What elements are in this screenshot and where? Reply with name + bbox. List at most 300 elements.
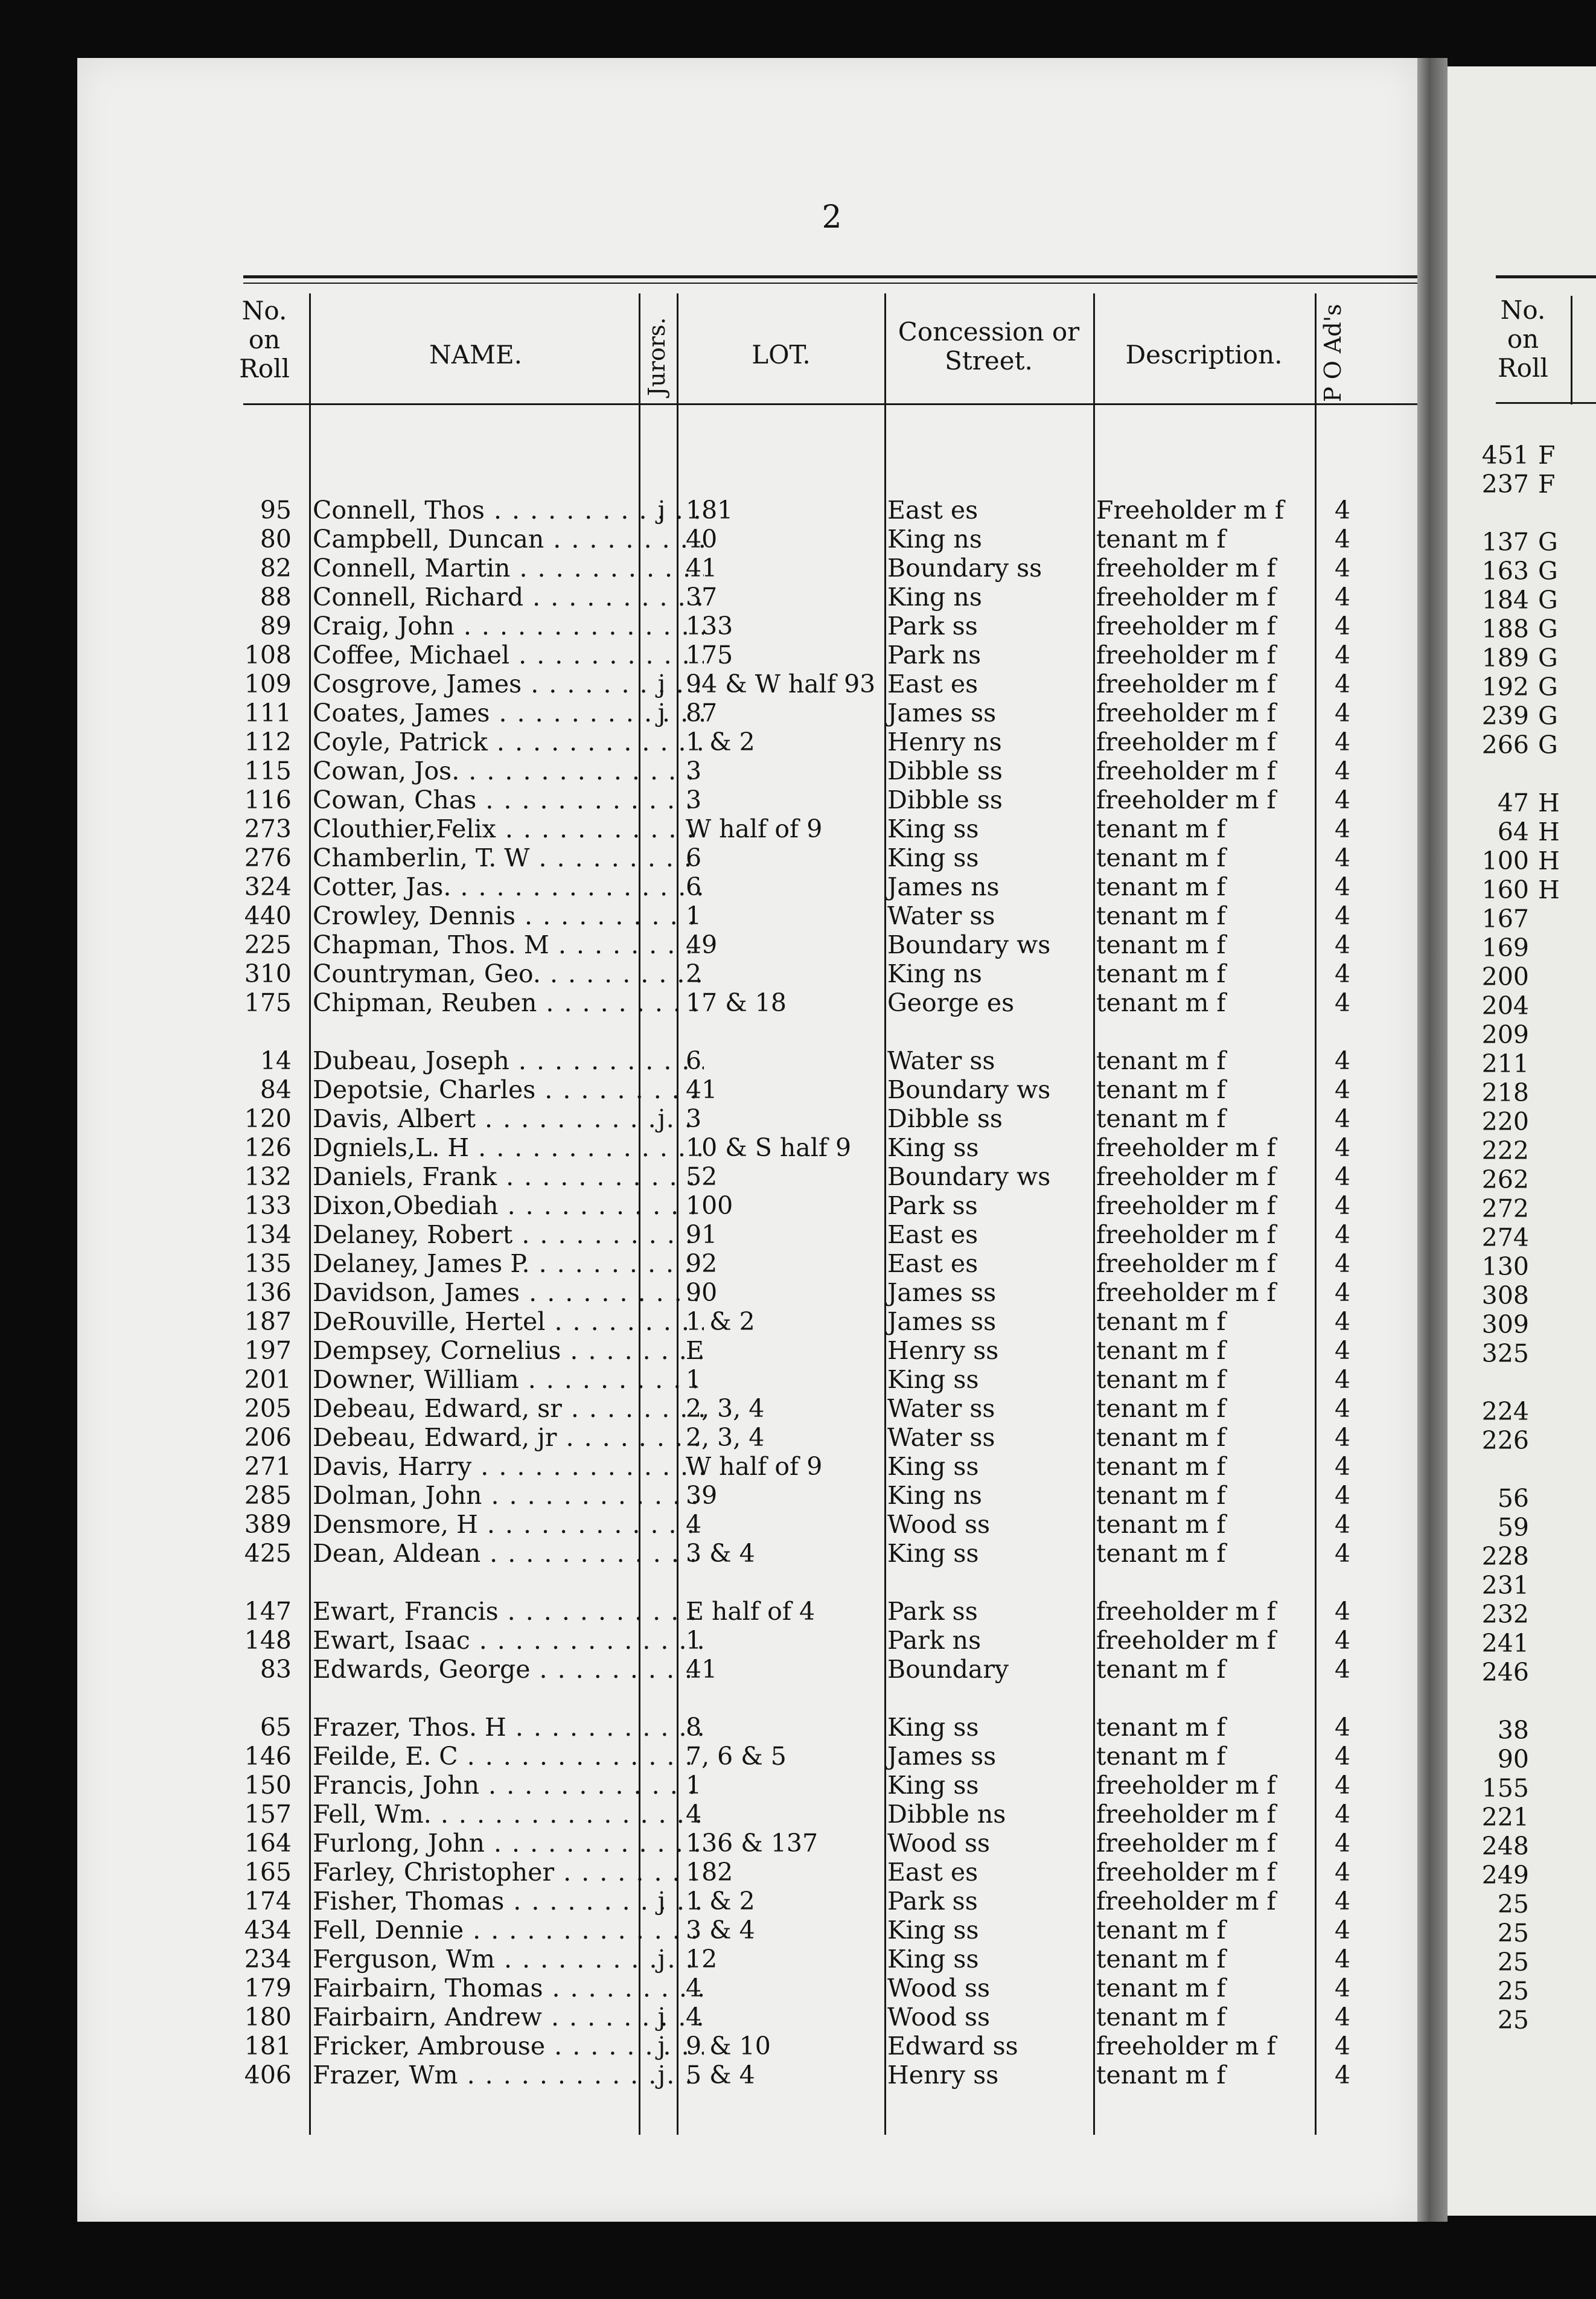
person-name: Chipman, Reuben . . . xyxy=(313,988,704,1017)
roll-number: 181 xyxy=(244,2032,292,2061)
po-address: 4 xyxy=(1334,554,1351,583)
lot-value: 6 xyxy=(686,843,702,872)
facing-name-initial: H xyxy=(1538,788,1560,817)
description: tenant m f xyxy=(1096,1452,1226,1481)
facing-roll-number: 231 xyxy=(1481,1571,1529,1600)
roll-number: 434 xyxy=(244,1916,292,1945)
table-row xyxy=(77,2003,1417,2032)
facing-roll-number: 451 xyxy=(1481,441,1529,470)
description: tenant m f xyxy=(1096,2061,1226,2090)
po-address: 4 xyxy=(1334,1916,1351,1945)
description: freeholder m f xyxy=(1096,1191,1276,1220)
concession-street: King ss xyxy=(887,1916,979,1945)
facing-roll-number: 232 xyxy=(1481,1600,1529,1629)
roll-number: 84 xyxy=(260,1075,292,1104)
header-text: on xyxy=(1507,324,1539,354)
roll-number: 197 xyxy=(244,1336,292,1365)
table-row xyxy=(77,1278,1417,1307)
po-address: 4 xyxy=(1334,1945,1351,1974)
roll-number: 175 xyxy=(244,988,292,1017)
table-row xyxy=(77,525,1417,554)
table-row xyxy=(77,1075,1417,1104)
roll-number: 285 xyxy=(244,1481,292,1510)
facing-roll-number: 38 xyxy=(1497,1716,1529,1745)
table-row xyxy=(77,1423,1417,1452)
roll-number: 136 xyxy=(244,1278,292,1307)
po-address: 4 xyxy=(1334,1713,1351,1742)
person-name: Dolman, John . . . xyxy=(313,1481,704,1510)
roll-number: 164 xyxy=(244,1829,292,1858)
roll-number: 14 xyxy=(260,1046,292,1075)
roll-number: 146 xyxy=(244,1742,292,1771)
person-name: Delaney, James P. . . . xyxy=(313,1249,704,1278)
facing-name-initial: G xyxy=(1538,673,1558,702)
concession-street: King ss xyxy=(887,1713,979,1742)
facing-roll-number: 221 xyxy=(1481,1803,1529,1832)
concession-street: Boundary ss xyxy=(887,554,1042,583)
concession-street: King ns xyxy=(887,1481,982,1510)
facing-name-initial: G xyxy=(1538,557,1558,586)
header-concession xyxy=(884,318,1093,376)
person-name: Downer, William . . . xyxy=(313,1365,704,1394)
concession-street: Park ss xyxy=(887,1191,978,1220)
description: tenant m f xyxy=(1096,1742,1226,1771)
lot-value: 4 xyxy=(686,1800,702,1829)
po-address: 4 xyxy=(1334,785,1351,814)
po-address: 4 xyxy=(1334,1771,1351,1800)
juror-mark: j xyxy=(657,670,666,699)
roll-number: 88 xyxy=(260,583,292,612)
po-address: 4 xyxy=(1334,612,1351,641)
person-name: Francis, John . . . xyxy=(313,1771,704,1800)
description: freeholder m f xyxy=(1096,785,1276,814)
facing-roll-number: 25 xyxy=(1497,1948,1529,1977)
description: tenant m f xyxy=(1096,1974,1226,2003)
facing-roll-number: 246 xyxy=(1481,1658,1529,1687)
po-address: 4 xyxy=(1334,1655,1351,1684)
person-name: Clouthier,Felix . . . xyxy=(313,814,704,843)
table-row xyxy=(77,1452,1417,1481)
concession-street: King ss xyxy=(887,1133,979,1162)
table-row xyxy=(77,1626,1417,1655)
lot-value: 39 xyxy=(686,1481,718,1510)
description: tenant m f xyxy=(1096,1916,1226,1945)
lot-value: 12 xyxy=(686,1945,718,1974)
lot-value: 1 xyxy=(686,901,702,930)
concession-street: Water ss xyxy=(887,1394,995,1423)
po-address: 4 xyxy=(1334,1133,1351,1162)
description: tenant m f xyxy=(1096,814,1226,843)
facing-top-rule xyxy=(1496,275,1596,278)
header-lot: LOT. xyxy=(752,340,811,369)
roll-number: 109 xyxy=(244,670,292,699)
concession-street: Boundary ws xyxy=(887,930,1051,959)
concession-street: Park ss xyxy=(887,1597,978,1626)
roll-number: 324 xyxy=(244,872,292,901)
description: tenant m f xyxy=(1096,843,1226,872)
lot-value: 49 xyxy=(686,930,718,959)
concession-street: Boundary xyxy=(887,1655,1009,1684)
concession-street: James ns xyxy=(887,872,1000,901)
table-row xyxy=(77,1336,1417,1365)
lot-value: 1 xyxy=(686,1626,702,1655)
lot-value: 1 xyxy=(686,1365,702,1394)
concession-street: Water ss xyxy=(887,901,995,930)
person-name: Dixon,Obediah . . . xyxy=(313,1191,704,1220)
lot-value: 8 xyxy=(686,1713,702,1742)
concession-street: East es xyxy=(887,1220,978,1249)
table-row xyxy=(77,1046,1417,1075)
description: tenant m f xyxy=(1096,901,1226,930)
lot-value: 94 & W half 93 xyxy=(686,670,876,699)
person-name: Edwards, George . . . xyxy=(313,1655,704,1684)
lot-value: 37 xyxy=(686,583,718,612)
po-address: 4 xyxy=(1334,1162,1351,1191)
roll-number: 83 xyxy=(260,1655,292,1684)
po-address: 4 xyxy=(1334,1191,1351,1220)
lot-value: 3 & 4 xyxy=(686,1916,755,1945)
roll-number: 80 xyxy=(260,525,292,554)
table-row xyxy=(77,496,1417,525)
po-address: 4 xyxy=(1334,1510,1351,1539)
table-row xyxy=(77,1713,1417,1742)
po-address: 4 xyxy=(1334,1220,1351,1249)
table-row xyxy=(77,1916,1417,1945)
concession-street: James ss xyxy=(887,1307,997,1336)
table-row xyxy=(77,756,1417,785)
description: freeholder m f xyxy=(1096,1597,1276,1626)
description: freeholder m f xyxy=(1096,1771,1276,1800)
lot-value: 41 xyxy=(686,1075,718,1104)
description: tenant m f xyxy=(1096,930,1226,959)
lot-value: 175 xyxy=(686,641,733,670)
roll-number: 135 xyxy=(244,1249,292,1278)
description: freeholder m f xyxy=(1096,1220,1276,1249)
po-address: 4 xyxy=(1334,843,1351,872)
person-name: Chapman, Thos. M . . . xyxy=(313,930,704,959)
facing-roll-number: 325 xyxy=(1481,1339,1529,1368)
facing-roll-number: 239 xyxy=(1481,702,1529,731)
concession-street: King ss xyxy=(887,1771,979,1800)
facing-roll-number: 167 xyxy=(1481,904,1529,933)
facing-name-initial: G xyxy=(1538,586,1558,615)
po-address: 4 xyxy=(1334,1800,1351,1829)
facing-roll-number: 211 xyxy=(1481,1049,1529,1078)
person-name: DeRouville, Hertel . . . xyxy=(313,1307,704,1336)
facing-roll-number: 192 xyxy=(1481,673,1529,702)
concession-street: East es xyxy=(887,1858,978,1887)
facing-roll-number: 25 xyxy=(1497,1890,1529,1919)
facing-roll-number: 188 xyxy=(1481,615,1529,644)
description: tenant m f xyxy=(1096,1510,1226,1539)
roll-number: 95 xyxy=(260,496,292,525)
po-address: 4 xyxy=(1334,959,1351,988)
po-address: 4 xyxy=(1334,525,1351,554)
roll-number: 148 xyxy=(244,1626,292,1655)
po-address: 4 xyxy=(1334,901,1351,930)
po-address: 4 xyxy=(1334,1481,1351,1510)
person-name: Dempsey, Cornelius . . . xyxy=(313,1336,704,1365)
table-row xyxy=(77,1742,1417,1771)
po-address: 4 xyxy=(1334,1829,1351,1858)
po-address: 4 xyxy=(1334,641,1351,670)
po-address: 4 xyxy=(1334,872,1351,901)
person-name: Ewart, Isaac . . . xyxy=(313,1626,704,1655)
juror-mark: j xyxy=(657,2032,666,2061)
concession-street: Edward ss xyxy=(887,2032,1018,2061)
table-row xyxy=(77,959,1417,988)
person-name: Chamberlin, T. W . . . xyxy=(313,843,704,872)
facing-roll-number: 248 xyxy=(1481,1832,1529,1861)
juror-mark: j xyxy=(657,2003,666,2032)
roll-number: 126 xyxy=(244,1133,292,1162)
description: tenant m f xyxy=(1096,872,1226,901)
juror-mark: j xyxy=(657,1104,666,1133)
facing-name-initial: F xyxy=(1538,470,1556,499)
header-top-rule-thin xyxy=(243,283,1417,284)
roll-number: 179 xyxy=(244,1974,292,2003)
person-name: Frazer, Thos. H . . . xyxy=(313,1713,704,1742)
concession-street: Henry ns xyxy=(887,727,1002,756)
juror-mark: j xyxy=(657,1945,666,1974)
description: tenant m f xyxy=(1096,1423,1226,1452)
po-address: 4 xyxy=(1334,1452,1351,1481)
lot-value: 4 xyxy=(686,2003,702,2032)
header-name: NAME. xyxy=(429,340,523,369)
concession-street: James ss xyxy=(887,1742,997,1771)
table-row xyxy=(77,1974,1417,2003)
description: freeholder m f xyxy=(1096,554,1276,583)
concession-street: Henry ss xyxy=(887,2061,999,2090)
roll-number: 165 xyxy=(244,1858,292,1887)
description: tenant m f xyxy=(1096,1945,1226,1974)
facing-roll-number: 90 xyxy=(1497,1745,1529,1774)
facing-roll-number: 222 xyxy=(1481,1136,1529,1165)
lot-value: 3 xyxy=(686,1104,702,1133)
description: tenant m f xyxy=(1096,1713,1226,1742)
header-text: No. xyxy=(1500,295,1546,325)
facing-header-bottom-rule xyxy=(1496,402,1596,404)
po-address: 4 xyxy=(1334,670,1351,699)
concession-street: James ss xyxy=(887,699,997,727)
concession-street: Wood ss xyxy=(887,1829,991,1858)
table-row xyxy=(77,1510,1417,1539)
person-name: Cotter, Jas. . . . xyxy=(313,872,704,901)
concession-street: King ns xyxy=(887,959,982,988)
table-row xyxy=(77,872,1417,901)
header-top-rule xyxy=(243,275,1417,278)
po-address: 4 xyxy=(1334,1887,1351,1916)
concession-street: James ss xyxy=(887,1278,997,1307)
facing-roll-number: 237 xyxy=(1481,470,1529,499)
person-name: Densmore, H . . . xyxy=(313,1510,704,1539)
lot-value: 181 xyxy=(686,496,733,525)
lot-value: 1 & 2 xyxy=(686,727,755,756)
table-row xyxy=(77,1307,1417,1336)
facing-name-initial: H xyxy=(1538,817,1560,846)
facing-roll-number: 262 xyxy=(1481,1165,1529,1194)
table-row xyxy=(77,1365,1417,1394)
description: freeholder m f xyxy=(1096,1162,1276,1191)
concession-street: Park ss xyxy=(887,612,978,641)
roll-number: 273 xyxy=(244,814,292,843)
facing-header-roll-number xyxy=(1484,296,1562,383)
facing-roll-number: 184 xyxy=(1481,586,1529,615)
concession-street: Water ss xyxy=(887,1423,995,1452)
lot-value: 41 xyxy=(686,1655,718,1684)
roll-number: 271 xyxy=(244,1452,292,1481)
po-address: 4 xyxy=(1334,1307,1351,1336)
roll-number: 174 xyxy=(244,1887,292,1916)
table-row xyxy=(77,2032,1417,2061)
roll-number: 425 xyxy=(244,1539,292,1568)
table-row xyxy=(77,1771,1417,1800)
facing-roll-number: 160 xyxy=(1481,875,1529,904)
concession-street: Boundary ws xyxy=(887,1162,1051,1191)
table-row xyxy=(77,1597,1417,1626)
description: freeholder m f xyxy=(1096,1278,1276,1307)
person-name: Connell, Richard . . . xyxy=(313,583,704,612)
roll-number: 111 xyxy=(244,699,292,727)
concession-street: Dibble ss xyxy=(887,1104,1003,1133)
facing-roll-number: 169 xyxy=(1481,933,1529,962)
person-name: Davidson, James . . . xyxy=(313,1278,704,1307)
table-row xyxy=(77,1829,1417,1858)
po-address: 4 xyxy=(1334,930,1351,959)
roll-number: 157 xyxy=(244,1800,292,1829)
person-name: Cowan, Chas . . . xyxy=(313,785,704,814)
description: freeholder m f xyxy=(1096,756,1276,785)
description: freeholder m f xyxy=(1096,1829,1276,1858)
table-row xyxy=(77,1162,1417,1191)
roll-number: 205 xyxy=(244,1394,292,1423)
facing-roll-number: 189 xyxy=(1481,644,1529,673)
concession-street: Dibble ss xyxy=(887,756,1003,785)
po-address: 4 xyxy=(1334,1597,1351,1626)
person-name: Crowley, Dennis . . . xyxy=(313,901,704,930)
lot-value: 5 & 4 xyxy=(686,2061,755,2090)
person-name: Fricker, Ambrouse . . . xyxy=(313,2032,704,2061)
roll-number: 201 xyxy=(244,1365,292,1394)
concession-street: King ss xyxy=(887,1539,979,1568)
table-row xyxy=(77,1249,1417,1278)
lot-value: 41 xyxy=(686,554,718,583)
lot-value: 3 xyxy=(686,785,702,814)
roll-number: 206 xyxy=(244,1423,292,1452)
facing-roll-number: 204 xyxy=(1481,991,1529,1020)
description: tenant m f xyxy=(1096,1481,1226,1510)
facing-roll-number: 100 xyxy=(1481,846,1529,875)
po-address: 4 xyxy=(1334,1278,1351,1307)
description: tenant m f xyxy=(1096,1336,1226,1365)
po-address: 4 xyxy=(1334,1365,1351,1394)
roll-number: 225 xyxy=(244,930,292,959)
po-address: 4 xyxy=(1334,1394,1351,1423)
description: tenant m f xyxy=(1096,1394,1226,1423)
facing-roll-number: 25 xyxy=(1497,1977,1529,2006)
description: freeholder m f xyxy=(1096,641,1276,670)
description: freeholder m f xyxy=(1096,1858,1276,1887)
facing-roll-number: 163 xyxy=(1481,557,1529,586)
lot-value: 2, 3, 4 xyxy=(686,1423,765,1452)
facing-name-initial: F xyxy=(1538,441,1556,470)
facing-roll-number: 224 xyxy=(1481,1397,1529,1426)
person-name: Countryman, Geo. . . . xyxy=(313,959,704,988)
table-row xyxy=(77,583,1417,612)
lot-value: 1 & 2 xyxy=(686,1887,755,1916)
description: tenant m f xyxy=(1096,1104,1226,1133)
roll-number: 116 xyxy=(244,785,292,814)
person-name: Davis, Albert . . . xyxy=(313,1104,704,1133)
description: tenant m f xyxy=(1096,1539,1226,1568)
description: freeholder m f xyxy=(1096,1249,1276,1278)
po-address: 4 xyxy=(1334,2032,1351,2061)
roll-number: 82 xyxy=(260,554,292,583)
person-name: Cosgrove, James . . . xyxy=(313,670,704,699)
lot-value: 4 xyxy=(686,1974,702,2003)
header-text: No. xyxy=(241,296,287,325)
lot-value: 133 xyxy=(686,612,733,641)
concession-street: King ss xyxy=(887,814,979,843)
po-address: 4 xyxy=(1334,1249,1351,1278)
roll-number: 112 xyxy=(244,727,292,756)
facing-roll-number: 272 xyxy=(1481,1194,1529,1223)
person-name: Coffee, Michael . . . xyxy=(313,641,704,670)
table-row xyxy=(77,1655,1417,1684)
lot-value: 52 xyxy=(686,1162,718,1191)
concession-street: Boundary ws xyxy=(887,1075,1051,1104)
table-row xyxy=(77,727,1417,756)
description: tenant m f xyxy=(1096,1307,1226,1336)
concession-street: King ss xyxy=(887,1945,979,1974)
lot-value: 90 xyxy=(686,1278,718,1307)
person-name: Connell, Martin . . . xyxy=(313,554,704,583)
facing-name-initial: G xyxy=(1538,528,1558,557)
facing-roll-number: 228 xyxy=(1481,1542,1529,1571)
concession-street: Wood ss xyxy=(887,2003,991,2032)
concession-street: King ns xyxy=(887,525,982,554)
juror-mark: j xyxy=(657,1887,666,1916)
person-name: Furlong, John . . . xyxy=(313,1829,704,1858)
person-name: Dgniels,L. H . . . xyxy=(313,1133,704,1162)
po-address: 4 xyxy=(1334,2003,1351,2032)
description: freeholder m f xyxy=(1096,699,1276,727)
description: freeholder m f xyxy=(1096,1133,1276,1162)
table-row xyxy=(77,699,1417,727)
concession-street: Wood ss xyxy=(887,1510,991,1539)
table-row xyxy=(77,843,1417,872)
lot-value: 17 & 18 xyxy=(686,988,787,1017)
concession-street: Park ss xyxy=(887,1887,978,1916)
lot-value: 1 & 2 xyxy=(686,1307,755,1336)
concession-street: Dibble ns xyxy=(887,1800,1006,1829)
facing-column-divider xyxy=(1571,296,1572,404)
person-name: Farley, Christopher . . . xyxy=(313,1858,704,1887)
po-address: 4 xyxy=(1334,1104,1351,1133)
person-name: Ferguson, Wm . . . xyxy=(313,1945,704,1974)
lot-value: 100 xyxy=(686,1191,733,1220)
header-text: Street. xyxy=(945,346,1033,376)
person-name: Coates, James . . . xyxy=(313,699,704,727)
po-address: 4 xyxy=(1334,814,1351,843)
description: tenant m f xyxy=(1096,1655,1226,1684)
person-name: Coyle, Patrick . . . xyxy=(313,727,704,756)
po-address: 4 xyxy=(1334,1742,1351,1771)
lot-value: 40 xyxy=(686,525,718,554)
lot-value: 91 xyxy=(686,1220,718,1249)
roll-number: 440 xyxy=(244,901,292,930)
facing-roll-number: 56 xyxy=(1497,1484,1529,1513)
